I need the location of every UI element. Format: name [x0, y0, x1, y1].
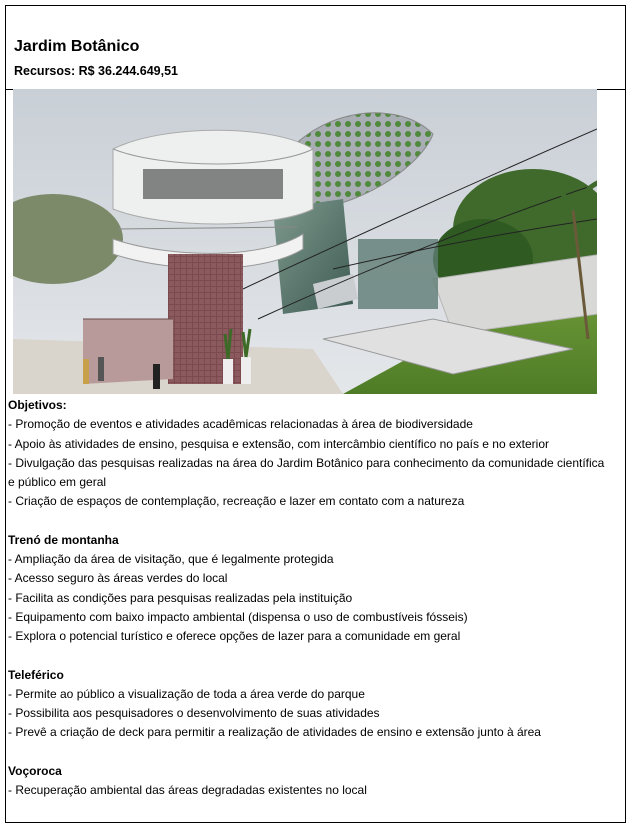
section-title: Trenó de montanha	[8, 532, 119, 547]
list-item: - Apoio às atividades de ensino, pesquisa e extensão, com intercâmbio científico no país e no exterior	[8, 436, 549, 451]
list-item: - Criação de espaços de contemplação, recreação e lazer em contato com a natureza	[8, 494, 465, 509]
building-render-image	[13, 89, 597, 394]
list-item: - Divulgação das pesquisas realizadas na área do Jardim Botânico para conhecimento da comunidade científica e público em geral	[8, 455, 605, 490]
list-item: - Recuperação ambiental das áreas degradadas existentes no local	[8, 783, 367, 798]
section-objetivos	[8, 396, 608, 512]
header	[6, 6, 625, 90]
section-title: Teleférico	[8, 667, 64, 682]
section-treno	[8, 531, 608, 647]
list-item: - Equipamento com baixo impacto ambiental (dispensa o uso de combustíveis fósseis)	[8, 609, 468, 624]
list-item: - Promoção de eventos e atividades acadêmicas relacionadas à área de biodiversidade	[8, 417, 473, 432]
section-title: Objetivos:	[8, 398, 67, 412]
list-item: - Possibilita aos pesquisadores o desenvolvimento de suas atividades	[8, 706, 380, 721]
list-item: - Ampliação da área de visitação, que é legalmente protegida	[8, 552, 334, 567]
section-vocoroca	[8, 762, 608, 801]
list-item: - Facilita as condições para pesquisas realizadas pela instituição	[8, 590, 353, 605]
list-item: - Permite ao público a visualização de toda a área verde do parque	[8, 686, 365, 701]
section-title: Voçoroca	[8, 763, 62, 778]
page-title: Jardim Botânico	[14, 38, 140, 55]
list-item: - Explora o potencial turístico e oferece opções de lazer para a comunidade em geral	[8, 629, 461, 644]
list-item: - Acesso seguro às áreas verdes do local	[8, 571, 228, 586]
budget-text: Recursos: R$ 36.244.649,51	[14, 64, 178, 78]
content	[8, 396, 608, 800]
list-item: - Prevê a criação de deck para permitir a realização de atividades de ensino e extensão junto à área	[8, 725, 541, 740]
section-teleferico	[8, 666, 608, 743]
